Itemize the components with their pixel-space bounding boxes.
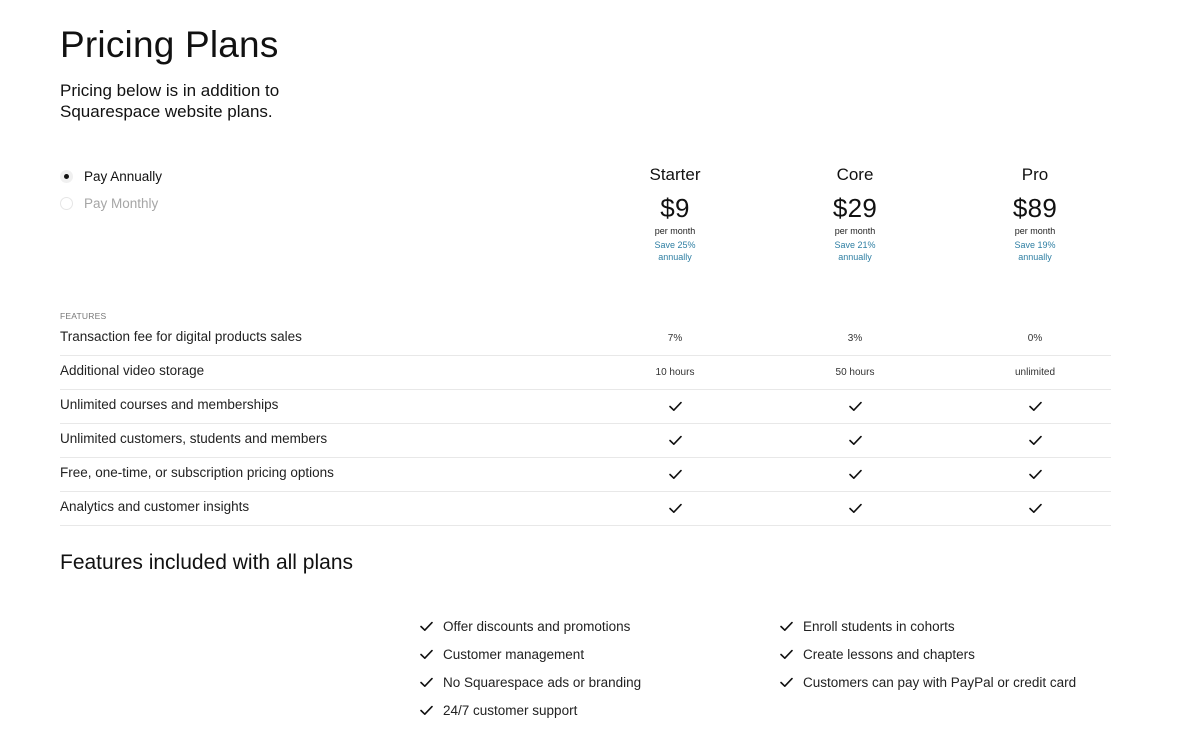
check-icon xyxy=(795,390,915,423)
check-icon xyxy=(615,458,735,491)
feature-name: Additional video storage xyxy=(60,363,205,378)
check-icon xyxy=(795,492,915,525)
plan-period: per month xyxy=(1014,226,1056,236)
feature-value: 7% xyxy=(667,333,683,344)
feature-value: 50 hours xyxy=(835,367,875,378)
check-icon xyxy=(975,390,1095,423)
plan-price: $29 xyxy=(832,193,878,223)
feature-value: 10 hours xyxy=(655,367,695,378)
check-icon xyxy=(420,621,443,632)
plan-name: Pro xyxy=(1021,165,1049,184)
check-icon xyxy=(780,677,803,688)
feature-name: Unlimited courses and memberships xyxy=(60,397,279,412)
pay-monthly-option[interactable] xyxy=(60,192,162,214)
feature-row xyxy=(60,492,1111,526)
feature-name: Transaction fee for digital products sales xyxy=(60,329,302,344)
plan-name: Core xyxy=(836,165,874,184)
included-feature-item xyxy=(420,612,641,640)
check-icon xyxy=(615,492,735,525)
plan-price: $9 xyxy=(660,193,690,223)
included-features-title: Features included with all plans xyxy=(60,551,353,574)
check-icon xyxy=(975,458,1095,491)
check-icon xyxy=(780,621,803,632)
pay-annually-option[interactable] xyxy=(60,165,162,187)
plan-savings: Save 25% annually xyxy=(654,240,696,262)
check-icon xyxy=(795,458,915,491)
feature-row xyxy=(60,458,1111,492)
feature-row xyxy=(60,390,1111,424)
included-feature-item xyxy=(780,612,1076,640)
billing-toggle xyxy=(60,165,162,219)
page-title: Pricing Plans xyxy=(60,24,279,65)
pay-annually-label: Pay Annually xyxy=(84,168,163,184)
included-features-left xyxy=(420,612,641,724)
check-icon xyxy=(615,390,735,423)
plan-period: per month xyxy=(654,226,696,236)
plan-savings: Save 19% annually xyxy=(1014,240,1056,262)
check-icon xyxy=(795,424,915,457)
included-feature-label: Customers can pay with PayPal or credit card xyxy=(803,674,1077,690)
page-subtitle: Pricing below is in addition to Squarespace website plans. xyxy=(60,81,280,121)
included-feature-item xyxy=(420,640,641,668)
pay-monthly-label: Pay Monthly xyxy=(84,195,159,211)
plan-starter xyxy=(585,164,765,263)
plan-price: $89 xyxy=(1012,193,1058,223)
check-icon xyxy=(975,424,1095,457)
plan-period: per month xyxy=(834,226,876,236)
features-table xyxy=(60,322,1111,526)
check-icon xyxy=(420,649,443,660)
included-feature-item xyxy=(780,640,1076,668)
plan-name: Starter xyxy=(649,165,701,184)
plan-pro xyxy=(945,164,1125,263)
included-feature-label: No Squarespace ads or branding xyxy=(443,674,642,690)
included-feature-item xyxy=(780,668,1076,696)
included-feature-label: Offer discounts and promotions xyxy=(443,618,631,634)
included-feature-label: Create lessons and chapters xyxy=(803,646,975,662)
check-icon xyxy=(420,677,443,688)
included-feature-label: 24/7 customer support xyxy=(443,702,578,718)
radio-unchecked-icon[interactable] xyxy=(60,197,73,210)
included-feature-item xyxy=(420,668,641,696)
check-icon xyxy=(975,492,1095,525)
feature-name: Unlimited customers, students and members xyxy=(60,431,328,446)
check-icon xyxy=(615,424,735,457)
plan-savings: Save 21% annually xyxy=(834,240,876,262)
feature-name: Free, one-time, or subscription pricing options xyxy=(60,465,334,480)
check-icon xyxy=(420,705,443,716)
plan-core xyxy=(765,164,945,263)
feature-row xyxy=(60,424,1111,458)
included-feature-label: Enroll students in cohorts xyxy=(803,618,955,634)
feature-value: 0% xyxy=(1027,333,1043,344)
feature-value: 3% xyxy=(847,333,863,344)
feature-value: unlimited xyxy=(1014,367,1056,378)
radio-checked-icon[interactable] xyxy=(60,170,73,183)
check-icon xyxy=(780,649,803,660)
features-heading: FEATURES xyxy=(60,311,107,321)
included-feature-label: Customer management xyxy=(443,646,585,662)
included-feature-item xyxy=(420,696,641,724)
feature-name: Analytics and customer insights xyxy=(60,499,250,514)
feature-row xyxy=(60,356,1111,390)
included-features-right xyxy=(780,612,1076,696)
feature-row xyxy=(60,322,1111,356)
